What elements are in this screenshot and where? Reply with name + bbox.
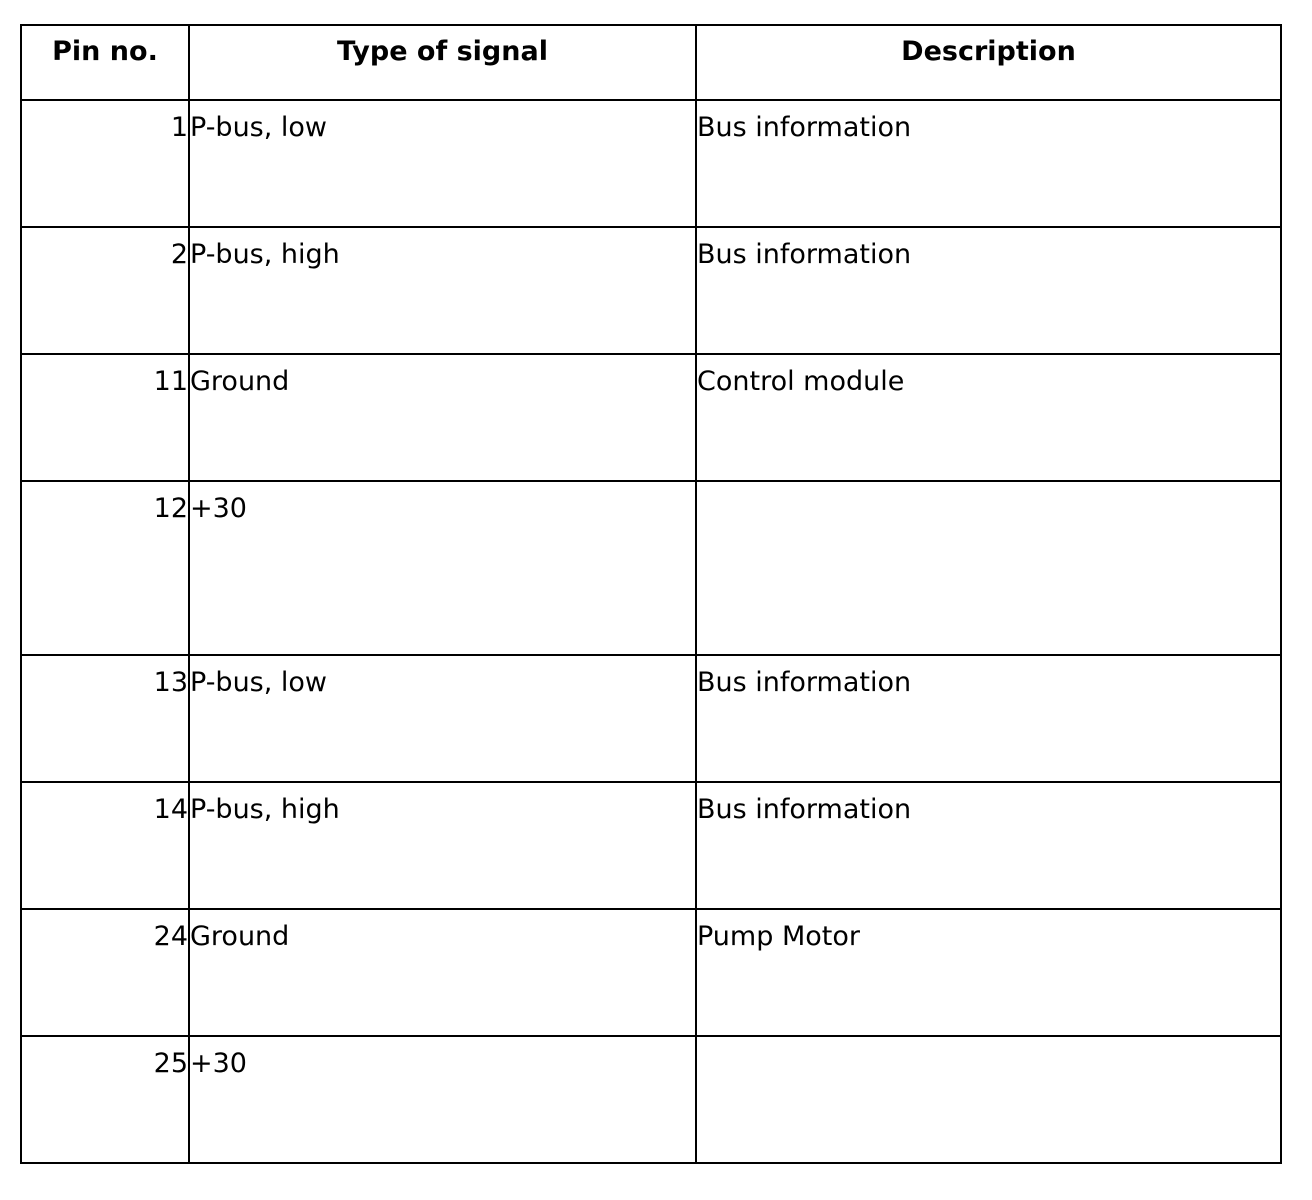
header-type-of-signal: Type of signal [189,25,696,100]
pin-number-cell: 13 [21,655,189,782]
table-row [21,1036,1281,1163]
table-row [21,481,1281,655]
table-row [21,354,1281,481]
signal-type-cell: P-bus, high [189,227,696,354]
signal-type-cell: P-bus, low [189,655,696,782]
table-row [21,782,1281,909]
description-cell: Bus information [696,100,1281,227]
table-row [21,909,1281,1036]
pin-number-cell: 2 [21,227,189,354]
pin-number-cell: 11 [21,354,189,481]
description-cell: Bus information [696,655,1281,782]
header-pin-no: Pin no. [21,25,189,100]
table-row [21,100,1281,227]
table-row [21,227,1281,354]
pin-number-cell: 1 [21,100,189,227]
description-cell: Pump Motor [696,909,1281,1036]
description-cell: Bus information [696,227,1281,354]
header-row [21,25,1281,100]
pin-number-cell: 12 [21,481,189,655]
pin-assignment-table [20,24,1282,1164]
description-cell: Control module [696,354,1281,481]
signal-type-cell: P-bus, high [189,782,696,909]
signal-type-cell: P-bus, low [189,100,696,227]
signal-type-cell: +30 [189,481,696,655]
table-row [21,655,1281,782]
signal-type-cell: Ground [189,354,696,481]
signal-type-cell: +30 [189,1036,696,1163]
pin-number-cell: 14 [21,782,189,909]
description-cell [696,481,1281,655]
header-description: Description [696,25,1281,100]
description-cell: Bus information [696,782,1281,909]
signal-type-cell: Ground [189,909,696,1036]
description-cell [696,1036,1281,1163]
pin-number-cell: 24 [21,909,189,1036]
pin-number-cell: 25 [21,1036,189,1163]
